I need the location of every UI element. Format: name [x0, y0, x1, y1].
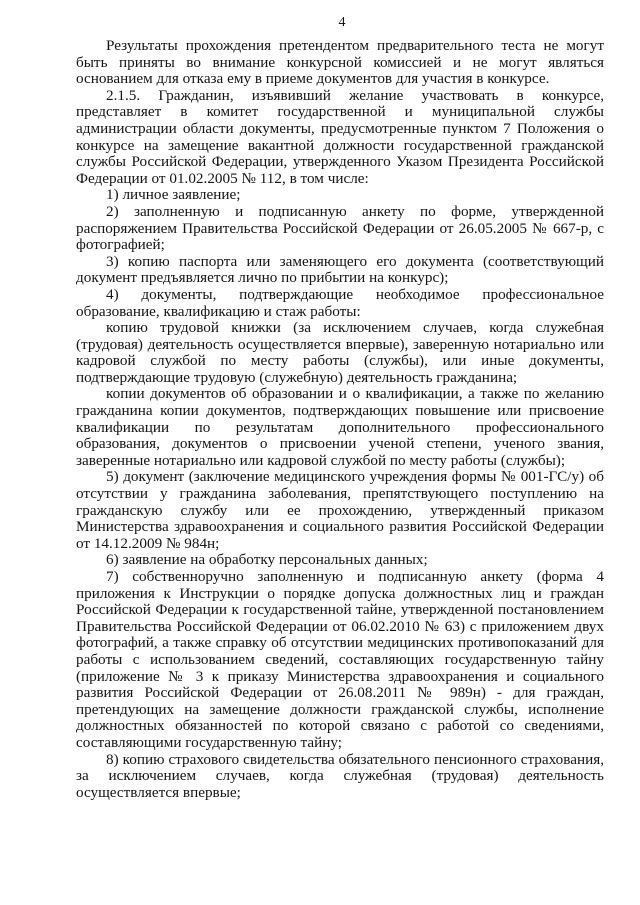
list-item-6: 6) заявление на обработку персональных данных; — [106, 551, 428, 569]
page-number: 4 — [338, 15, 346, 30]
list-item-4-employment-record: копию трудовой книжки (за исключением случаев, когда служебная (трудовая) деятельность осуществляется впервые), заверенную нотариально или кадровой службой по месту работы (службы), или иные документы, подтверждающие трудовую (служебную) деятельность гражданина; — [76, 319, 604, 386]
paragraph-2-1-5: 2.1.5. Гражданин, изъявивший желание участвовать в конкурсе, представляет в комитет государственной и муниципальной службы администрации области документы, предусмотренные пунктом 7 Положения о конкурсе на замещение вакантной должности государственной гражданской службы Российской Федерации, утвержденного Указом Президента Российской Федерации от 01.02.2005 № 112, в том числе: — [76, 86, 604, 187]
paragraph-test-results: Результаты прохождения претендентом предварительного теста не могут быть приняты во внимание конкурсной комиссией и не могут являться основанием для отказа ему в приеме документов для участия в конкурсе. — [76, 37, 604, 88]
list-item-1: 1) личное заявление; — [106, 186, 241, 204]
list-item-2: 2) заполненную и подписанную анкету по форме, утвержденной распоряжением Правительства Российской Федерации от 26.05.2005 № 667-р, с фотографией; — [76, 202, 604, 254]
list-item-5: 5) документ (заключение медицинского учреждения формы № 001-ГС/у) об отсутствии у гражданина заболевания, препятствующего поступлению на гражданскую службу или ее прохождению, утвержденный приказом Министерства здравоохранения и социального развития Российской Федерации от 14.12.2009 № 984н; — [76, 468, 604, 552]
list-item-8: 8) копию страхового свидетельства обязательного пенсионного страхования, за исключением случаев, когда служебная (трудовая) деятельность осуществляется впервые; — [76, 750, 604, 801]
list-item-4: 4) документы, подтверждающие необходимое профессиональное образование, квалификацию и стаж работы: — [76, 285, 604, 320]
list-item-3: 3) копию паспорта или заменяющего его документа (соответствующий документ предъявляется лично по прибытии на конкурс); — [76, 252, 604, 287]
list-item-4-education-documents: копии документов об образовании и о квалификации, а также по желанию гражданина копии документов, подтверждающих повышение или присвоение квалификации по результатам дополнительного профессионального образования, документов о присвоении ученой степени, ученого звания, заверенные нотариально или кадровой службой по месту работы (службы); — [76, 385, 604, 469]
list-item-7: 7) собственноручно заполненную и подписанную анкету (форма 4 приложения к Инструкции о порядке допуска должностных лиц и граждан Российской Федерации к государственной тайне, утвержденной постановлением Правительства Российской Федерации от 06.02.2010 № 63) с приложением двух фотографий, а также справку об отсутствии медицинских противопоказаний для работы с использованием сведений, составляющих государственную тайну (приложение № 3 к приказу Министерства здравоохранения и социального развития Российской Федерации от 26.08.2011 № 989н) - для граждан, претендующих на замещение должности гражданской службы, исполнение должностных обязанностей по которой связано с работой со сведениями, составляющими государственную тайну; — [76, 568, 604, 751]
document-body — [76, 38, 604, 801]
